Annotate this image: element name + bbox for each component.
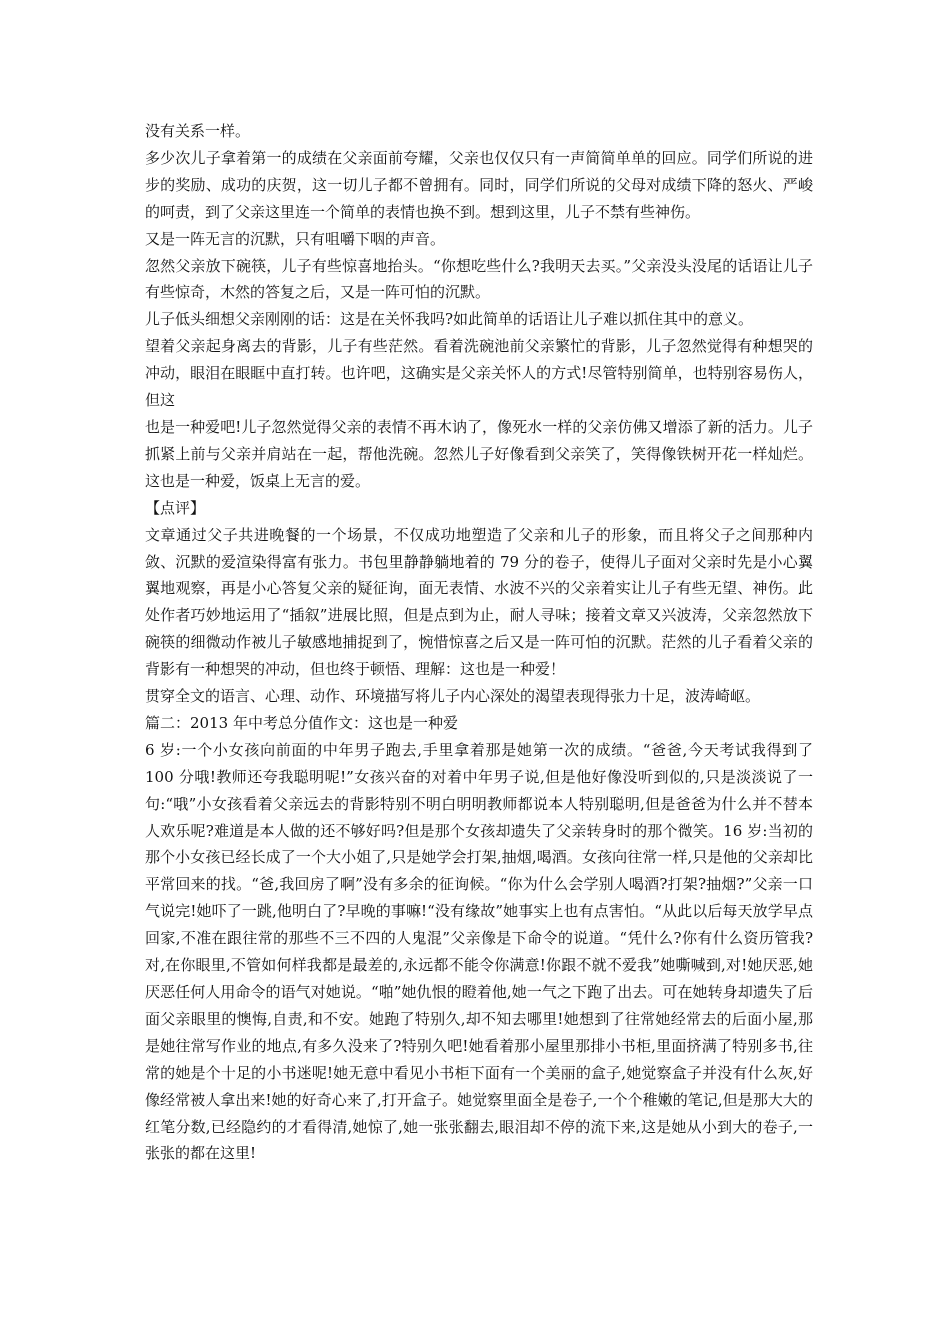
paragraph: 6 岁:一个小女孩向前面的中年男子跑去,手里拿着那是她第一次的成绩。“爸爸,今天考试我得到了 100 分哦!教师还夸我聪明呢!”女孩兴奋的对着中年男子说,但是他好像没听到似的,只是淡淡说了一句:“哦”小女孩看着父亲远去的背影特别不明白明明教师都说本人特别聪明,但是爸爸为什么并不替本人欢乐呢?难道是本人做的还不够好吗?但是那个女孩却遗失了父亲转身时的那个微笑。16 岁:当初的那个小女孩已经长成了一个大小姐了,只是她学会打架,抽烟,喝酒。女孩向往常一样,只是他的父亲却比平常回来的找。“爸,我回房了啊”没有多余的征询候。“你为什么会学别人喝酒?打架?抽烟?”父亲一口气说完!她吓了一跳,他明白了?早晚的事嘛!“没有缘故”她事实上也有点害怕。“从此以后每天放学早点回家,不准在跟往常的那些不三不四的人鬼混”父亲像是下命令的说道。“凭什么?你有什么资历管我?对,在你眼里,不管如何样我都是最差的,永远都不能令你满意!你跟不就不爱我”她嘶喊到,对!她厌恶,她厌恶任何人用命令的语气对她说。“啪”她仇恨的瞪着他,她一气之下跑了出去。可在她转身却遗失了后面父亲眼里的懊悔,自责,和不安。她跑了特别久,却不知去哪里!她想到了往常她经常去的后面小屋,那是她往常写作业的地点,有多久没来了?特别久吧!她看着那小屋里那排小书柜,里面挤满了特别多书,往常的她是个十足的小书迷呢!她无意中看见小书柜下面有一个美丽的盒子,她觉察盒子并没有什么灰,好像经常被人拿出来!她的好奇心来了,打开盒子。她觉察里面全是卷子,一个个稚嫩的笔记,但是那大大的红笔分数,已经隐约的才看得清,她惊了,她一张张翻去,眼泪却不停的流下来,这是她从小到大的卷子,一张张的都在这里! (145, 740, 813, 1163)
paragraph: 贯穿全文的语言、心理、动作、环境描写将儿子内心深处的渴望表现得张力十足，波涛崎岖。 (145, 687, 761, 706)
section-heading: 【点评】 (145, 498, 206, 517)
paragraph: 没有关系一样。 (145, 122, 251, 140)
paragraph: 忽然父亲放下碗筷，儿子有些惊喜地抬头。“你想吃些什么?我明天去买。”父亲没头没尾的话语让儿子有些惊奇，木然的答复之后，又是一阵可怕的沉默。 (145, 256, 813, 302)
paragraph: 又是一阵无言的沉默，只有咀嚼下咽的声音。 (145, 229, 446, 248)
article-title: 篇二：2013 年中考总分值作文：这也是一种爱 (145, 713, 458, 732)
paragraph: 儿子低头细想父亲刚刚的话：这是在关怀我吗?如此简单的话语让儿子难以抓住其中的意义。 (145, 310, 754, 329)
paragraph: 文章通过父子共进晚餐的一个场景，不仅成功地塑造了父亲和儿子的形象，而且将父子之间那种内敛、沉默的爱渲染得富有张力。书包里静静躺地着的 79 分的卷子，使得儿子面对父亲时先是小心翼翼地观察，再是小心答复父亲的疑征询，面无表情、水波不兴的父亲着实让儿子有些无望、神伤。此处作者巧妙地运用了“插叙”进展比照，但是点到为止，耐人寻味；接着文章又兴波涛，父亲忽然放下碗筷的细微动作被儿子敏感地捕捉到了，惋惜惊喜之后又是一阵可怕的沉默。茫然的儿子看着父亲的背影有一种想哭的冲动，但也终于顿悟、理解：这也是一种爱！ (145, 525, 813, 679)
document-body (145, 118, 813, 1167)
paragraph: 望着父亲起身离去的背影，儿子有些茫然。看着洗碗池前父亲繁忙的背影，儿子忽然觉得有种想哭的冲动，眼泪在眼眶中直打转。也许吧，这确实是父亲关怀人的方式!尽管特别简单，也特别容易伤人，但这 (145, 337, 813, 410)
paragraph: 也是一种爱吧!儿子忽然觉得父亲的表情不再木讷了，像死水一样的父亲仿佛又增添了新的活力。儿子抓紧上前与父亲并肩站在一起，帮他洗碗。忽然儿子好像看到父亲笑了，笑得像铁树开花一样灿烂。这也是一种爱，饭桌上无言的爱。 (145, 417, 813, 490)
paragraph: 多少次儿子拿着第一的成绩在父亲面前夸耀，父亲也仅仅只有一声简简单单的回应。同学们所说的进步的奖励、成功的庆贺，这一切儿子都不曾拥有。同时，同学们所说的父母对成绩下降的怒火、严峻的呵责，到了父亲这里连一个简单的表情也换不到。想到这里，儿子不禁有些神伤。 (145, 148, 813, 221)
